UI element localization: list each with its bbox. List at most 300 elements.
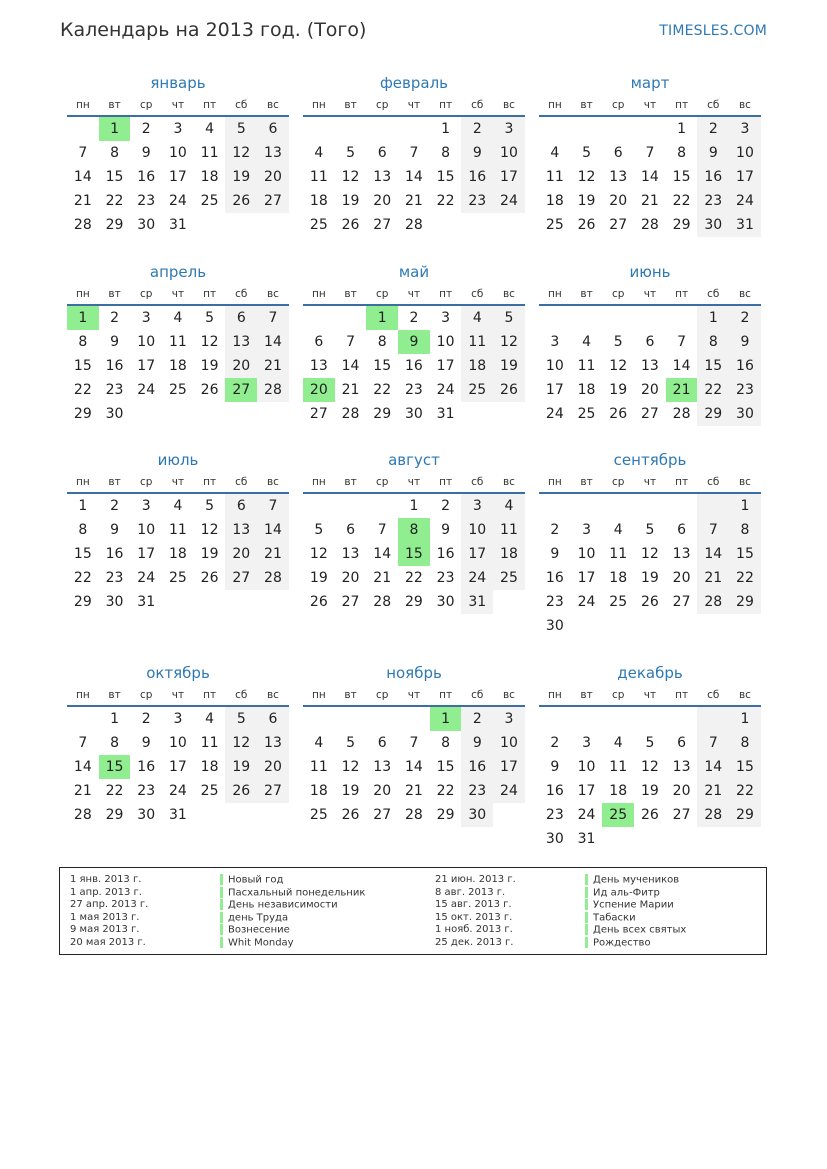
- day-cell: 10: [493, 141, 525, 165]
- day-grid: [303, 494, 525, 614]
- empty-cell: [194, 213, 226, 237]
- day-cell: 26: [200, 382, 219, 398]
- weekday-label: пн: [547, 288, 562, 300]
- day-cell: 5: [493, 306, 525, 330]
- day-cell: 14: [697, 755, 729, 779]
- day-cell: 18: [200, 759, 219, 775]
- holiday-color-marker: [585, 874, 588, 885]
- legend-holiday-name: Вознесение: [228, 924, 290, 936]
- day-cell: 28: [404, 217, 423, 233]
- day-cell: 8: [377, 334, 387, 350]
- day-cell: 28: [672, 406, 691, 422]
- day-cell: 25: [168, 570, 187, 586]
- empty-cell: [225, 213, 257, 237]
- day-cell: 23: [137, 193, 156, 209]
- empty-cell: [493, 590, 525, 614]
- holiday-day-cell: 1: [67, 306, 99, 330]
- weekday-label: вс: [266, 288, 279, 300]
- day-cell: 13: [672, 759, 691, 775]
- weekday-label: чт: [171, 288, 185, 300]
- day-cell: 25: [493, 566, 525, 590]
- day-grid: [67, 306, 289, 426]
- weekday-label: чт: [171, 476, 185, 488]
- holiday-day-cell: 8: [398, 518, 430, 542]
- day-cell: 10: [137, 334, 156, 350]
- day-cell: 17: [577, 570, 596, 586]
- empty-cell: [194, 803, 226, 827]
- legend-row: [220, 924, 365, 937]
- day-cell: 7: [697, 518, 729, 542]
- day-cell: 24: [137, 570, 156, 586]
- legend-row: [435, 899, 516, 912]
- legend-holiday-name: День мучеников: [593, 874, 680, 886]
- weekday-label: вт: [108, 288, 121, 300]
- holiday-day-cell: 1: [430, 707, 462, 731]
- day-cell: 2: [110, 498, 119, 514]
- day-cell: 10: [137, 522, 156, 538]
- legend-row: [435, 912, 516, 925]
- empty-cell: [634, 707, 666, 731]
- weekday-header: [539, 284, 761, 304]
- day-cell: 12: [577, 169, 596, 185]
- day-cell: 29: [105, 807, 124, 823]
- day-cell: 25: [309, 807, 328, 823]
- site-link[interactable]: TIMESLES.COM: [659, 23, 767, 39]
- day-cell: 7: [645, 145, 655, 161]
- legend-holiday-name: день Труда: [228, 912, 289, 923]
- day-cell: 27: [373, 807, 392, 823]
- weekday-label: пн: [75, 476, 90, 488]
- day-cell: 17: [461, 542, 493, 566]
- empty-cell: [634, 827, 666, 851]
- legend-holiday-name: Рождество: [593, 937, 651, 948]
- day-cell: 9: [550, 546, 560, 562]
- empty-cell: [398, 707, 430, 731]
- day-cell: 27: [309, 406, 328, 422]
- weekday-header: [303, 472, 525, 492]
- weekday-label: пт: [439, 288, 453, 300]
- month-name: февраль: [379, 74, 449, 92]
- day-cell: 18: [609, 783, 628, 799]
- day-cell: 20: [672, 570, 691, 586]
- legend-row: [585, 912, 686, 925]
- day-cell: 4: [613, 522, 623, 538]
- day-cell: 13: [225, 330, 257, 354]
- day-cell: 3: [141, 310, 151, 326]
- day-cell: 30: [436, 594, 455, 610]
- legend-right-dates: [435, 874, 516, 949]
- empty-cell: [461, 213, 493, 237]
- day-cell: 16: [105, 546, 124, 562]
- day-cell: 8: [729, 518, 761, 542]
- day-cell: 26: [609, 406, 628, 422]
- day-cell: 30: [545, 831, 564, 847]
- empty-cell: [67, 707, 99, 731]
- empty-cell: [602, 306, 634, 330]
- holiday-day-cell: 27: [225, 378, 257, 402]
- day-cell: 1: [677, 121, 687, 137]
- month-2: [303, 72, 525, 237]
- holiday-color-marker: [585, 899, 588, 910]
- weekday-label: пн: [547, 689, 562, 701]
- day-cell: 18: [309, 193, 328, 209]
- weekday-label: пн: [75, 99, 90, 111]
- day-cell: 31: [137, 594, 156, 610]
- day-cell: 22: [73, 382, 92, 398]
- day-cell: 13: [373, 169, 392, 185]
- month-7: [67, 449, 289, 614]
- day-cell: 2: [141, 121, 151, 137]
- day-cell: 12: [493, 330, 525, 354]
- day-cell: 14: [640, 169, 659, 185]
- weekday-header: [303, 95, 525, 115]
- day-cell: 16: [404, 358, 423, 374]
- day-cell: 21: [257, 354, 289, 378]
- legend-holiday-name: День независимости: [228, 899, 338, 911]
- day-cell: 27: [672, 807, 691, 823]
- weekday-label: вт: [580, 476, 593, 488]
- day-cell: 24: [577, 594, 596, 610]
- day-cell: 20: [257, 755, 289, 779]
- legend-row: [585, 887, 686, 900]
- day-cell: 2: [409, 310, 419, 326]
- day-cell: 28: [257, 566, 289, 590]
- month-12: [539, 662, 761, 851]
- empty-cell: [634, 614, 666, 638]
- day-cell: 5: [225, 707, 257, 731]
- weekday-label: ср: [375, 99, 389, 111]
- weekday-label: чт: [643, 476, 657, 488]
- empty-cell: [634, 494, 666, 518]
- holiday-color-marker: [220, 887, 223, 898]
- weekday-label: вс: [738, 476, 751, 488]
- day-cell: 24: [577, 807, 596, 823]
- weekday-label: вт: [580, 288, 593, 300]
- weekday-label: чт: [643, 288, 657, 300]
- day-cell: 14: [73, 169, 92, 185]
- holiday-color-marker: [585, 912, 588, 923]
- weekday-label: вс: [266, 99, 279, 111]
- month-4: [67, 261, 289, 426]
- weekday-label: пт: [675, 99, 689, 111]
- empty-cell: [303, 707, 335, 731]
- day-cell: 3: [173, 711, 183, 727]
- day-cell: 2: [697, 117, 729, 141]
- empty-cell: [335, 306, 367, 330]
- legend-holiday-name: Whit Monday: [228, 937, 294, 948]
- legend-date: 8 авг. 2013 г.: [435, 886, 506, 898]
- day-cell: 24: [729, 189, 761, 213]
- day-cell: 20: [373, 193, 392, 209]
- day-cell: 28: [697, 803, 729, 827]
- day-cell: 15: [436, 759, 455, 775]
- day-cell: 23: [545, 594, 564, 610]
- month-name: октябрь: [146, 664, 210, 682]
- month-8: [303, 449, 525, 614]
- day-cell: 17: [436, 358, 455, 374]
- day-cell: 10: [168, 145, 187, 161]
- weekday-label: пн: [75, 288, 90, 300]
- weekday-header: [303, 284, 525, 304]
- legend-row: [70, 899, 148, 912]
- day-cell: 15: [672, 169, 691, 185]
- day-cell: 28: [73, 807, 92, 823]
- day-cell: 15: [73, 546, 92, 562]
- legend-holiday-name: Ид аль-Фитр: [593, 887, 660, 898]
- day-cell: 19: [225, 165, 257, 189]
- holiday-day-cell: 15: [398, 542, 430, 566]
- day-cell: 9: [441, 522, 451, 538]
- day-cell: 20: [672, 783, 691, 799]
- day-cell: 13: [257, 731, 289, 755]
- weekday-label: сб: [235, 689, 248, 701]
- day-cell: 7: [78, 735, 88, 751]
- weekday-label: пт: [675, 288, 689, 300]
- day-cell: 4: [613, 735, 623, 751]
- day-cell: 4: [493, 494, 525, 518]
- day-cell: 14: [257, 518, 289, 542]
- weekday-label: чт: [643, 689, 657, 701]
- day-cell: 29: [73, 594, 92, 610]
- day-cell: 6: [314, 334, 324, 350]
- empty-cell: [571, 117, 603, 141]
- day-cell: 31: [436, 406, 455, 422]
- day-cell: 23: [436, 570, 455, 586]
- day-cell: 23: [105, 382, 124, 398]
- day-cell: 4: [550, 145, 560, 161]
- day-cell: 22: [373, 382, 392, 398]
- legend-row: [70, 924, 148, 937]
- day-cell: 13: [672, 546, 691, 562]
- day-cell: 6: [677, 522, 687, 538]
- day-cell: 17: [137, 358, 156, 374]
- day-cell: 17: [168, 759, 187, 775]
- day-cell: 6: [377, 145, 387, 161]
- weekday-label: пн: [75, 689, 90, 701]
- day-cell: 5: [314, 522, 324, 538]
- day-cell: 10: [577, 759, 596, 775]
- day-cell: 24: [168, 783, 187, 799]
- holiday-color-marker: [585, 924, 588, 935]
- weekday-label: пт: [675, 476, 689, 488]
- holiday-color-marker: [220, 924, 223, 935]
- legend-row: [585, 899, 686, 912]
- day-cell: 16: [545, 570, 564, 586]
- weekday-label: ср: [611, 99, 625, 111]
- empty-cell: [571, 306, 603, 330]
- weekday-label: сб: [235, 476, 248, 488]
- legend-date: 20 мая 2013 г.: [70, 936, 146, 948]
- weekday-label: пн: [311, 476, 326, 488]
- legend-date: 1 мая 2013 г.: [70, 911, 140, 923]
- weekday-header: [67, 685, 289, 705]
- day-cell: 12: [640, 546, 659, 562]
- holiday-color-marker: [585, 937, 588, 948]
- weekday-label: вс: [502, 689, 515, 701]
- weekday-label: ср: [139, 476, 153, 488]
- day-cell: 16: [545, 783, 564, 799]
- legend-holiday-name: День всех святых: [593, 924, 687, 936]
- empty-cell: [257, 213, 289, 237]
- day-cell: 17: [137, 546, 156, 562]
- weekday-label: сб: [471, 689, 484, 701]
- month-name: январь: [150, 74, 206, 92]
- legend-left-names: [220, 874, 365, 949]
- legend-right-names: [585, 874, 686, 949]
- day-cell: 24: [493, 189, 525, 213]
- weekday-label: чт: [643, 99, 657, 111]
- day-cell: 21: [697, 566, 729, 590]
- day-cell: 17: [168, 169, 187, 185]
- day-cell: 29: [729, 590, 761, 614]
- day-cell: 23: [105, 570, 124, 586]
- day-cell: 29: [404, 594, 423, 610]
- day-cell: 31: [577, 831, 596, 847]
- day-cell: 30: [461, 803, 493, 827]
- day-grid: [67, 707, 289, 827]
- day-cell: 31: [461, 590, 493, 614]
- weekday-label: вт: [108, 476, 121, 488]
- day-cell: 7: [697, 731, 729, 755]
- month-name: май: [398, 263, 430, 281]
- day-cell: 6: [645, 334, 655, 350]
- day-grid: [303, 306, 525, 426]
- day-cell: 16: [105, 358, 124, 374]
- weekday-label: сб: [471, 288, 484, 300]
- weekday-header: [67, 95, 289, 115]
- day-cell: 31: [168, 217, 187, 233]
- day-cell: 9: [729, 330, 761, 354]
- empty-cell: [257, 402, 289, 426]
- day-cell: 19: [640, 783, 659, 799]
- day-cell: 10: [168, 735, 187, 751]
- day-cell: 26: [493, 378, 525, 402]
- weekday-label: пн: [311, 689, 326, 701]
- holiday-day-cell: 25: [602, 803, 634, 827]
- empty-cell: [366, 494, 398, 518]
- day-cell: 1: [409, 498, 419, 514]
- month-name: ноябрь: [386, 664, 442, 682]
- weekday-label: вт: [108, 99, 121, 111]
- day-cell: 23: [137, 783, 156, 799]
- day-cell: 19: [640, 570, 659, 586]
- holiday-color-marker: [585, 887, 588, 898]
- day-cell: 30: [137, 217, 156, 233]
- day-cell: 2: [461, 117, 493, 141]
- day-cell: 1: [697, 306, 729, 330]
- day-cell: 14: [341, 358, 360, 374]
- day-cell: 20: [373, 783, 392, 799]
- day-cell: 18: [309, 783, 328, 799]
- empty-cell: [602, 494, 634, 518]
- day-cell: 8: [78, 334, 88, 350]
- day-cell: 18: [545, 193, 564, 209]
- day-cell: 1: [78, 498, 88, 514]
- day-cell: 27: [609, 217, 628, 233]
- month-6: [539, 261, 761, 426]
- day-cell: 6: [677, 735, 687, 751]
- day-cell: 7: [677, 334, 687, 350]
- day-cell: 22: [697, 378, 729, 402]
- day-cell: 26: [225, 779, 257, 803]
- day-cell: 22: [105, 783, 124, 799]
- day-cell: 16: [461, 755, 493, 779]
- empty-cell: [539, 494, 571, 518]
- day-cell: 2: [441, 498, 451, 514]
- day-cell: 25: [545, 217, 564, 233]
- day-cell: 10: [461, 518, 493, 542]
- empty-cell: [539, 707, 571, 731]
- weekday-label: ср: [375, 476, 389, 488]
- day-cell: 11: [609, 546, 628, 562]
- weekday-label: пт: [203, 689, 217, 701]
- month-11: [303, 662, 525, 827]
- day-grid: [67, 494, 289, 614]
- weekday-label: сб: [707, 476, 720, 488]
- weekday-label: вт: [344, 99, 357, 111]
- empty-cell: [634, 306, 666, 330]
- weekday-label: сб: [471, 99, 484, 111]
- day-cell: 15: [729, 542, 761, 566]
- weekday-label: пт: [439, 476, 453, 488]
- day-cell: 12: [341, 169, 360, 185]
- day-cell: 24: [545, 406, 564, 422]
- day-cell: 14: [697, 542, 729, 566]
- day-cell: 22: [729, 566, 761, 590]
- day-cell: 14: [373, 546, 392, 562]
- day-cell: 5: [645, 735, 655, 751]
- empty-cell: [666, 494, 698, 518]
- weekday-label: вс: [502, 99, 515, 111]
- legend-date: 15 авг. 2013 г.: [435, 899, 512, 910]
- day-cell: 27: [341, 594, 360, 610]
- day-cell: 27: [257, 779, 289, 803]
- day-cell: 21: [341, 382, 360, 398]
- weekday-label: пн: [547, 476, 562, 488]
- day-cell: 21: [73, 783, 92, 799]
- day-cell: 18: [200, 169, 219, 185]
- day-cell: 16: [697, 165, 729, 189]
- month-name: декабрь: [617, 664, 683, 682]
- day-cell: 17: [729, 165, 761, 189]
- day-cell: 26: [341, 217, 360, 233]
- day-cell: 19: [577, 193, 596, 209]
- legend-date: 1 янв. 2013 г.: [70, 874, 142, 885]
- day-cell: 18: [168, 358, 187, 374]
- day-cell: 4: [582, 334, 591, 350]
- day-cell: 13: [225, 518, 257, 542]
- weekday-label: ср: [139, 689, 153, 701]
- day-cell: 5: [613, 334, 623, 350]
- legend-date: 25 дек. 2013 г.: [435, 936, 514, 948]
- day-cell: 11: [200, 145, 219, 161]
- day-cell: 21: [404, 193, 423, 209]
- empty-cell: [335, 117, 367, 141]
- weekday-label: вт: [344, 476, 357, 488]
- day-cell: 29: [105, 217, 124, 233]
- weekday-label: сб: [707, 99, 720, 111]
- day-cell: 28: [373, 594, 392, 610]
- empty-cell: [366, 117, 398, 141]
- day-cell: 30: [545, 618, 564, 634]
- day-cell: 22: [729, 779, 761, 803]
- day-cell: 12: [609, 358, 628, 374]
- day-cell: 18: [577, 382, 596, 398]
- day-cell: 16: [436, 546, 455, 562]
- day-cell: 12: [309, 546, 328, 562]
- empty-cell: [697, 707, 729, 731]
- day-cell: 8: [729, 731, 761, 755]
